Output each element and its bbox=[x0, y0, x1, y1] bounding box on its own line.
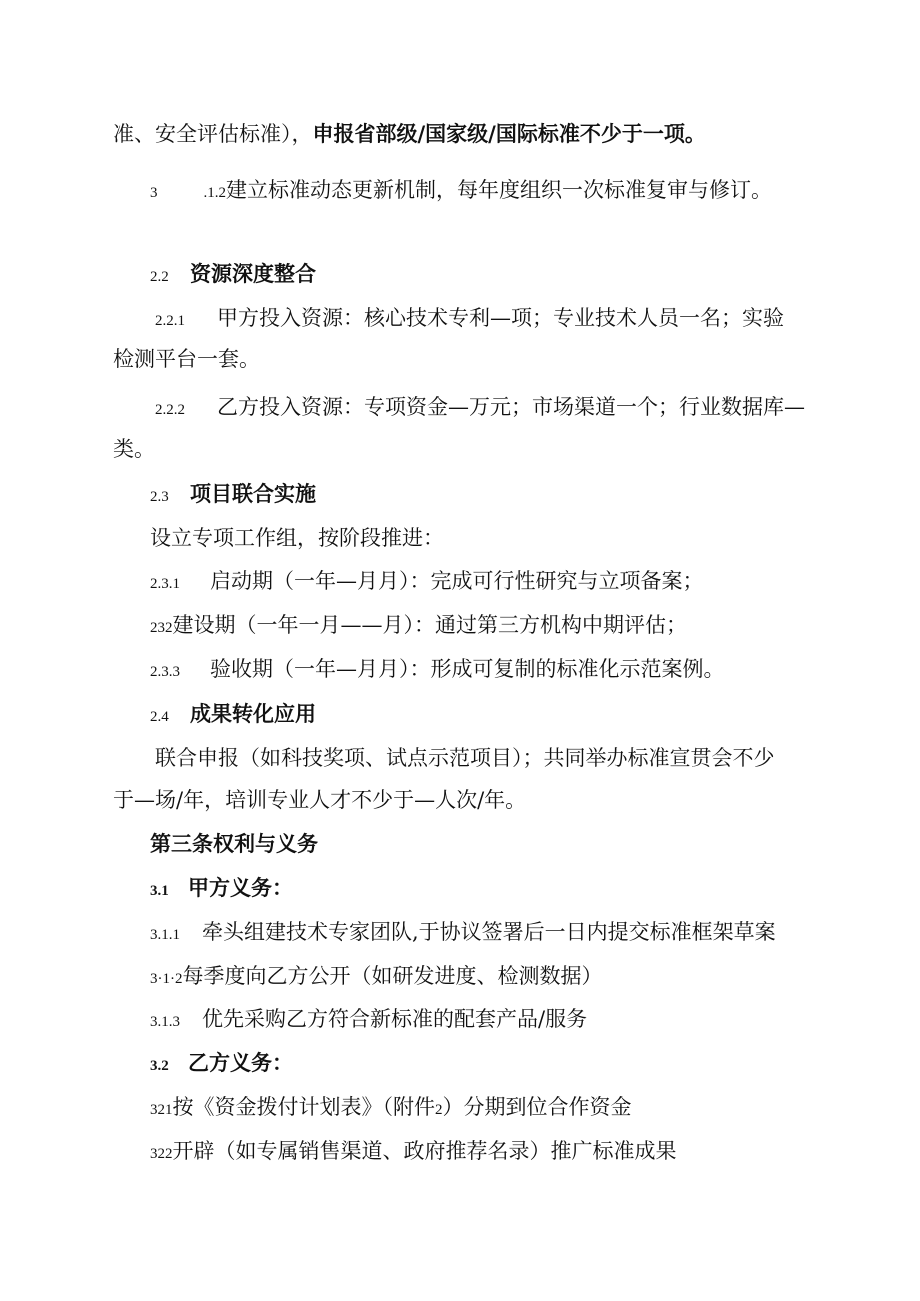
section-title: 成果转化应用 bbox=[190, 701, 316, 726]
clause-number: 3.1.3 bbox=[150, 1014, 180, 1030]
clause-3-1-2 bbox=[150, 962, 603, 993]
paragraph-text: 于—场/年，培训专业人才不少于—人次/年。 bbox=[113, 788, 527, 812]
clause-number: 3 bbox=[150, 185, 158, 201]
clause-number-suffix: .1.2 bbox=[203, 185, 226, 201]
section-2-4-paragraph bbox=[155, 744, 775, 772]
clause-2-3-1 bbox=[150, 567, 704, 598]
section-number: 2.4 bbox=[150, 709, 169, 725]
clause-text: 检测平台一套。 bbox=[113, 347, 260, 371]
clause-text: 验收期（一年—月月）：形成可复制的标准化示范案例。 bbox=[210, 657, 725, 681]
clause-text: 建设期（一年一月——月）：通过第三方机构中期评估； bbox=[172, 613, 687, 637]
clause-text: ）分期到位合作资金 bbox=[442, 1095, 632, 1119]
clause-text: 每季度向乙方公开（如研发进度、检测数据） bbox=[182, 964, 603, 988]
clause-text: 开辟（如专属销售渠道、政府推荐名录）推广标准成果 bbox=[172, 1139, 677, 1163]
clause-2-2-2-continuation bbox=[113, 435, 155, 463]
paragraph-text: 准、安全评估标准）， bbox=[113, 122, 313, 146]
section-number: 3.2 bbox=[150, 1058, 169, 1074]
clause-3-2-1 bbox=[150, 1093, 632, 1124]
section-title: 乙方义务： bbox=[188, 1050, 293, 1075]
clause-text: 按《资金拨付计划表》（附件 bbox=[172, 1095, 435, 1119]
section-number: 2.3 bbox=[150, 489, 169, 505]
section-3-1-heading bbox=[150, 874, 293, 905]
clause-3-1-3 bbox=[150, 1005, 587, 1036]
attachment-number: 2 bbox=[435, 1102, 443, 1118]
clause-3-2-2 bbox=[150, 1137, 677, 1168]
clause-text: 乙方投入资源：专项资金—万元；市场渠道一个；行业数据库— bbox=[217, 395, 805, 419]
section-2-3-heading bbox=[150, 480, 316, 511]
clause-2-3-2 bbox=[150, 611, 687, 642]
section-3-2-heading bbox=[150, 1049, 293, 1080]
clause-number: 2.2.2 bbox=[155, 402, 185, 418]
clause-text: 启动期（一年—月月）：完成可行性研究与立项备案； bbox=[210, 569, 704, 593]
section-2-3-intro bbox=[150, 524, 444, 552]
clause-number: 321 bbox=[150, 1102, 173, 1118]
clause-text: 牵头组建技术专家团队,于协议签署后一日内提交标准框架草案 bbox=[202, 920, 776, 944]
article-3-title bbox=[150, 830, 318, 858]
clause-2-2-1 bbox=[155, 304, 784, 335]
clause-number: 2.3.1 bbox=[150, 576, 180, 592]
clause-text: 类。 bbox=[113, 437, 155, 461]
clause-number: 3·1·2 bbox=[150, 971, 183, 987]
paragraph-bold-text: 申报省部级/国家级/国际标准不少于一项。 bbox=[312, 121, 706, 146]
section-2-4-continuation bbox=[113, 786, 526, 814]
section-2-2-heading bbox=[150, 260, 316, 291]
clause-text: 建立标准动态更新机制，每年度组织一次标准复审与修订。 bbox=[226, 178, 772, 202]
clause-number: 2.2.1 bbox=[155, 313, 185, 329]
clause-2-2-1-continuation bbox=[113, 345, 260, 373]
clause-text: 优先采购乙方符合新标准的配套产品/服务 bbox=[202, 1007, 588, 1031]
section-title: 甲方义务： bbox=[188, 875, 293, 900]
clause-3-1-1 bbox=[150, 918, 776, 949]
clause-number: 2.3.3 bbox=[150, 664, 180, 680]
section-title: 资源深度整合 bbox=[190, 261, 316, 286]
section-title: 项目联合实施 bbox=[190, 481, 316, 506]
section-number: 2.2 bbox=[150, 269, 169, 285]
clause-2-3-3 bbox=[150, 655, 725, 686]
paragraph-text: 设立专项工作组，按阶段推进： bbox=[150, 526, 444, 550]
clause-number: 232 bbox=[150, 620, 173, 636]
clause-number: 322 bbox=[150, 1146, 173, 1162]
clause-text: 甲方投入资源：核心技术专利—项；专业技术人员一名；实验 bbox=[217, 306, 784, 330]
section-2-4-heading bbox=[150, 700, 316, 731]
paragraph-text: 联合申报（如科技奖项、试点示范项目）；共同举办标准宣贯会不少 bbox=[155, 746, 775, 770]
clause-2-2-2 bbox=[155, 393, 805, 424]
section-number: 3.1 bbox=[150, 883, 169, 899]
clause-number: 3.1.1 bbox=[150, 927, 180, 943]
clause-1-1-2 bbox=[150, 176, 772, 207]
article-title: 第三条权利与义务 bbox=[150, 831, 318, 856]
paragraph-continuation bbox=[113, 120, 706, 148]
